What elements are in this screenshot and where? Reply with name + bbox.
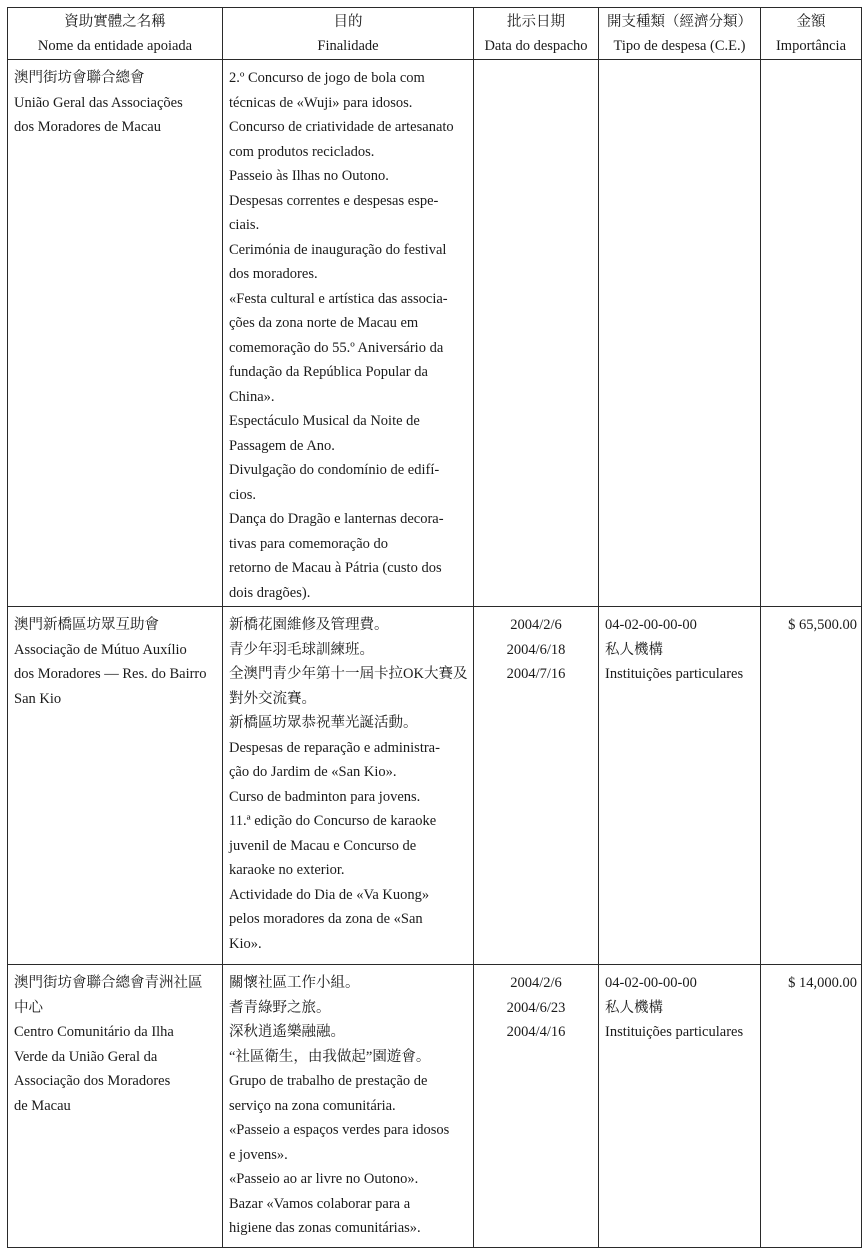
cell-line: 04-02-00-00-00 bbox=[605, 975, 697, 991]
cell-line: dos Moradores de Macau bbox=[14, 119, 161, 135]
cell-line: China». bbox=[229, 388, 275, 405]
cell-line: 2004/4/16 bbox=[506, 1024, 566, 1040]
header-amount-pt: Importância bbox=[775, 37, 847, 54]
cell-line: «Passeio a espaços verdes para idosos bbox=[229, 1122, 450, 1138]
cell-line: comemoração do 55.º Aniversário da bbox=[229, 339, 444, 356]
cell-line: 2004/7/16 bbox=[506, 666, 566, 682]
cell-line: fundação da República Popular da bbox=[229, 364, 428, 380]
table-header bbox=[8, 8, 862, 60]
cell-line: pelos moradores da zona de «San bbox=[229, 911, 423, 927]
cell-line: Kio». bbox=[229, 935, 262, 952]
header-type-zh: 開支種類（經濟分類） bbox=[607, 13, 752, 30]
cell-line: juvenil de Macau e Concurso de bbox=[229, 837, 417, 854]
cell-line: 關懷社區工作小組。 bbox=[229, 975, 360, 991]
header-date-pt: Data do despacho bbox=[484, 37, 588, 54]
cell-line: tivas para comemoração do bbox=[229, 535, 389, 552]
header-entity bbox=[8, 8, 223, 60]
cell-line: Concurso de criatividade de artesanato bbox=[229, 119, 454, 135]
type-cell bbox=[599, 965, 761, 1248]
cell-line: «Festa cultural e artística das associa- bbox=[229, 290, 448, 307]
cell-line: e jovens». bbox=[229, 1146, 288, 1163]
cell-line: 2.º Concurso de jogo de bola com bbox=[229, 70, 425, 86]
subsidy-table bbox=[7, 7, 862, 1248]
cell-line: de Macau bbox=[14, 1097, 71, 1114]
date-cell bbox=[474, 60, 599, 607]
table-row bbox=[8, 60, 862, 607]
purpose-cell bbox=[223, 607, 474, 965]
cell-line: 04-02-00-00-00 bbox=[605, 617, 697, 633]
cell-line: $ 65,500.00 bbox=[788, 617, 857, 633]
cell-line: serviço na zona comunitária. bbox=[229, 1097, 396, 1114]
cell-line: dois dragões). bbox=[229, 584, 311, 601]
cell-line: higiene das zonas comunitárias». bbox=[229, 1220, 421, 1236]
cell-line: ciais. bbox=[229, 217, 260, 233]
cell-line: 澳門街坊會聯合總會青洲社區 bbox=[14, 975, 203, 991]
cell-line: 私人機構 bbox=[605, 641, 663, 658]
cell-line: Passagem de Ano. bbox=[229, 437, 335, 454]
purpose-cell bbox=[223, 60, 474, 607]
cell-line: 耆青綠野之旅。 bbox=[229, 999, 331, 1016]
cell-line: San Kio bbox=[14, 690, 62, 707]
header-purpose-zh: 目的 bbox=[333, 13, 363, 30]
purpose-cell bbox=[223, 965, 474, 1248]
cell-line: retorno de Macau à Pátria (custo dos bbox=[229, 560, 442, 576]
cell-line: Grupo de trabalho de prestação de bbox=[229, 1073, 428, 1089]
cell-line: 新橋花園維修及管理費。 bbox=[229, 617, 389, 633]
cell-line: Despesas correntes e despesas espe- bbox=[229, 192, 439, 209]
cell-line: Associação dos Moradores bbox=[14, 1073, 171, 1089]
cell-line: Divulgação do condomínio de edifí- bbox=[229, 462, 440, 478]
entity-cell bbox=[8, 607, 223, 965]
cell-line: 深秋逍遙樂融融。 bbox=[229, 1024, 345, 1040]
cell-line: Instituições particulares bbox=[605, 1024, 744, 1040]
cell-line: dos Moradores — Res. do Bairro bbox=[14, 666, 207, 682]
header-amount-zh: 金額 bbox=[796, 13, 826, 30]
amount-cell bbox=[761, 60, 862, 607]
table-row bbox=[8, 607, 862, 965]
cell-line: Dança do Dragão e lanternas decora- bbox=[229, 511, 444, 527]
cell-line: 2004/2/6 bbox=[510, 975, 562, 991]
header-type bbox=[599, 8, 761, 60]
cell-line: 澳門街坊會聯合總會 bbox=[14, 70, 145, 86]
cell-line: 2004/6/18 bbox=[506, 641, 566, 658]
entity-cell bbox=[8, 60, 223, 607]
cell-line: karaoke no exterior. bbox=[229, 862, 345, 878]
cell-line: com produtos reciclados. bbox=[229, 143, 375, 160]
cell-line: 中心 bbox=[14, 999, 43, 1016]
header-type-pt: Tipo de despesa (C.E.) bbox=[613, 37, 746, 54]
type-cell bbox=[599, 60, 761, 607]
date-cell bbox=[474, 607, 599, 965]
cell-line: Despesas de reparação e administra- bbox=[229, 739, 440, 756]
cell-line: cios. bbox=[229, 486, 256, 503]
header-entity-pt: Nome da entidade apoiada bbox=[37, 37, 193, 54]
cell-line: 對外交流賽。 bbox=[229, 690, 316, 707]
cell-line: 11.ª edição do Concurso de karaoke bbox=[229, 813, 437, 829]
cell-line: Passeio às Ilhas no Outono. bbox=[229, 168, 389, 184]
cell-line: 2004/6/23 bbox=[506, 999, 566, 1016]
cell-line: dos moradores. bbox=[229, 266, 318, 282]
amount-cell bbox=[761, 965, 862, 1248]
date-cell bbox=[474, 965, 599, 1248]
cell-line: Instituições particulares bbox=[605, 666, 744, 682]
cell-line: 澳門新橋區坊眾互助會 bbox=[14, 617, 159, 633]
cell-line: 2004/2/6 bbox=[510, 617, 562, 633]
cell-line: União Geral das Associações bbox=[14, 94, 183, 111]
cell-line: Verde da União Geral da bbox=[14, 1048, 158, 1065]
cell-line: 全澳門青少年第十一屆卡拉OK大賽及 bbox=[229, 666, 468, 682]
header-purpose bbox=[223, 8, 474, 60]
header-entity-zh: 資助實體之名稱 bbox=[64, 13, 166, 30]
header-date bbox=[474, 8, 599, 60]
cell-line: Associação de Mútuo Auxílio bbox=[14, 641, 187, 658]
cell-line: Curso de badminton para jovens. bbox=[229, 788, 421, 805]
header-amount bbox=[761, 8, 862, 60]
type-cell bbox=[599, 607, 761, 965]
cell-line: Espectáculo Musical da Noite de bbox=[229, 413, 420, 429]
amount-cell bbox=[761, 607, 862, 965]
cell-line: «Passeio ao ar livre no Outono». bbox=[229, 1171, 419, 1187]
header-purpose-pt: Finalidade bbox=[317, 37, 379, 54]
entity-cell bbox=[8, 965, 223, 1248]
cell-line: ção do Jardim de «San Kio». bbox=[229, 764, 397, 780]
cell-line: 私人機構 bbox=[605, 999, 663, 1016]
cell-line: “社區衛生，由我做起”園遊會。 bbox=[229, 1048, 431, 1065]
cell-line: técnicas de «Wuji» para idosos. bbox=[229, 94, 413, 111]
table-row bbox=[8, 965, 862, 1248]
cell-line: 新橋區坊眾恭祝華光誕活動。 bbox=[229, 715, 418, 731]
cell-line: Centro Comunitário da Ilha bbox=[14, 1024, 174, 1040]
cell-line: Cerimónia de inauguração do festival bbox=[229, 241, 447, 258]
cell-line: ções da zona norte de Macau em bbox=[229, 315, 419, 331]
cell-line: Bazar «Vamos colaborar para a bbox=[229, 1195, 411, 1212]
header-date-zh: 批示日期 bbox=[507, 13, 565, 30]
cell-line: Actividade do Dia de «Va Kuong» bbox=[229, 886, 430, 903]
cell-line: $ 14,000.00 bbox=[788, 975, 857, 991]
cell-line: 青少年羽毛球訓練班。 bbox=[229, 641, 374, 658]
